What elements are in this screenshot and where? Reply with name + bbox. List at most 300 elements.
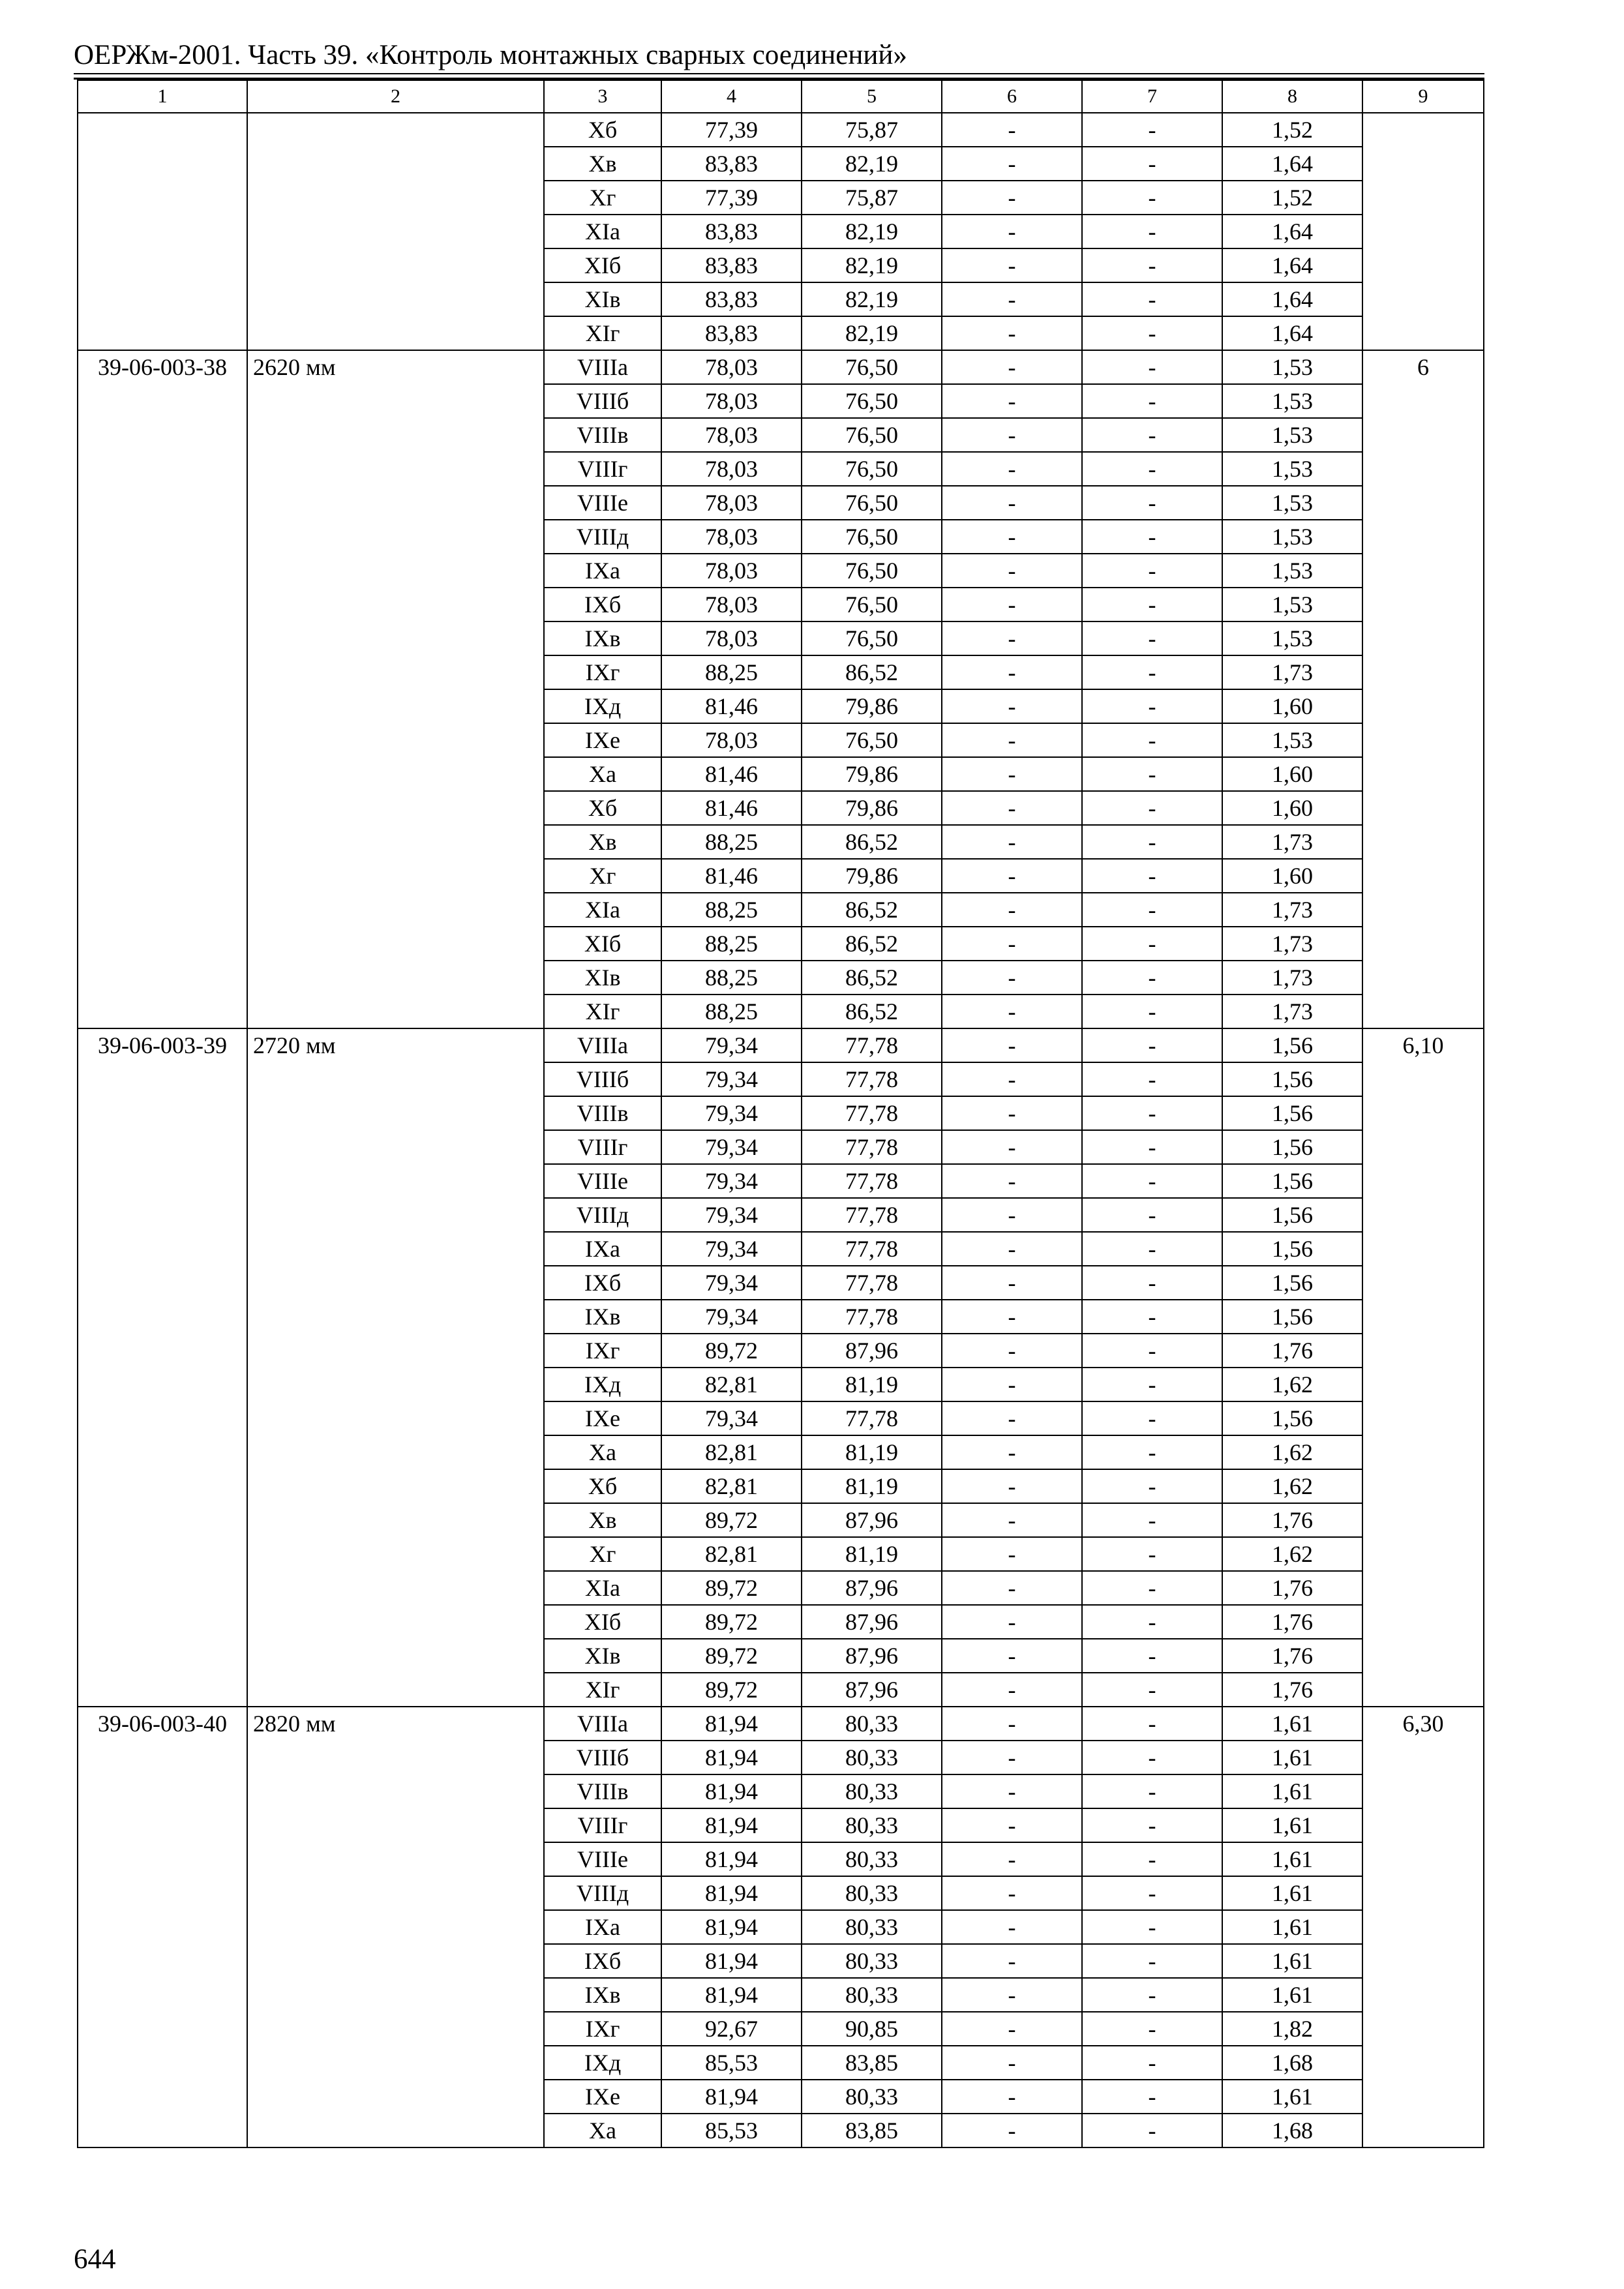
value-col5-cell: 80,33 — [802, 1808, 942, 1842]
value-col4-cell: 79,34 — [661, 1232, 802, 1266]
value-col8-cell: 1,76 — [1222, 1334, 1362, 1368]
value-col4-cell: 77,39 — [661, 181, 802, 215]
value-col8-cell: 1,61 — [1222, 1876, 1362, 1910]
value-col5-cell: 76,50 — [802, 486, 942, 520]
element-cell: Xг — [544, 859, 661, 893]
element-cell: XIг — [544, 316, 661, 350]
value-col8-cell: 1,82 — [1222, 2012, 1362, 2046]
value-col5-cell: 81,19 — [802, 1368, 942, 1401]
value-col6-cell: - — [942, 1910, 1082, 1944]
note-cell: 6,10 — [1362, 1028, 1484, 1707]
element-cell: VIIIб — [544, 384, 661, 418]
value-col6-cell: - — [942, 1503, 1082, 1537]
value-col7-cell: - — [1082, 1537, 1222, 1571]
element-cell: Xа — [544, 757, 661, 791]
element-cell: Xб — [544, 1469, 661, 1503]
value-col7-cell: - — [1082, 1707, 1222, 1741]
note-cell: 6 — [1362, 350, 1484, 1028]
value-col4-cell: 78,03 — [661, 486, 802, 520]
value-col7-cell: - — [1082, 1232, 1222, 1266]
table-row — [78, 113, 1484, 147]
value-col6-cell: - — [942, 1842, 1082, 1876]
value-col8-cell: 1,60 — [1222, 689, 1362, 723]
value-col6-cell: - — [942, 1096, 1082, 1130]
value-col5-cell: 75,87 — [802, 113, 942, 147]
value-col6-cell: - — [942, 181, 1082, 215]
value-col6-cell: - — [942, 147, 1082, 181]
value-col5-cell: 76,50 — [802, 384, 942, 418]
value-col7-cell: - — [1082, 2114, 1222, 2147]
element-cell: Xв — [544, 1503, 661, 1537]
value-col7-cell: - — [1082, 1673, 1222, 1707]
value-col8-cell: 1,64 — [1222, 215, 1362, 248]
diameter-cell — [247, 113, 544, 350]
value-col6-cell: - — [942, 350, 1082, 384]
value-col7-cell: - — [1082, 723, 1222, 757]
value-col5-cell: 87,96 — [802, 1673, 942, 1707]
value-col4-cell: 89,72 — [661, 1673, 802, 1707]
value-col6-cell: - — [942, 1130, 1082, 1164]
value-col4-cell: 81,94 — [661, 1876, 802, 1910]
value-col4-cell: 85,53 — [661, 2046, 802, 2080]
value-col6-cell: - — [942, 995, 1082, 1028]
value-col5-cell: 76,50 — [802, 418, 942, 452]
value-col6-cell: - — [942, 1741, 1082, 1774]
rate-code-cell: 39-06-003-39 — [78, 1028, 247, 1707]
value-col5-cell: 87,96 — [802, 1639, 942, 1673]
rate-code-cell: 39-06-003-40 — [78, 1707, 247, 2147]
value-col5-cell: 75,87 — [802, 181, 942, 215]
value-col4-cell: 78,03 — [661, 723, 802, 757]
value-col6-cell: - — [942, 215, 1082, 248]
value-col4-cell: 88,25 — [661, 893, 802, 927]
value-col7-cell: - — [1082, 1571, 1222, 1605]
value-col8-cell: 1,64 — [1222, 282, 1362, 316]
value-col5-cell: 79,86 — [802, 757, 942, 791]
value-col6-cell: - — [942, 1537, 1082, 1571]
value-col8-cell: 1,61 — [1222, 1978, 1362, 2012]
value-col8-cell: 1,62 — [1222, 1537, 1362, 1571]
value-col6-cell: - — [942, 893, 1082, 927]
value-col4-cell: 78,03 — [661, 520, 802, 554]
value-col5-cell: 81,19 — [802, 1435, 942, 1469]
value-col5-cell: 86,52 — [802, 893, 942, 927]
column-number-cell: 6 — [942, 80, 1082, 113]
value-col7-cell: - — [1082, 1842, 1222, 1876]
column-number-cell: 7 — [1082, 80, 1222, 113]
value-col4-cell: 78,03 — [661, 350, 802, 384]
value-col4-cell: 81,46 — [661, 757, 802, 791]
value-col8-cell: 1,53 — [1222, 588, 1362, 621]
value-col7-cell: - — [1082, 1774, 1222, 1808]
value-col6-cell: - — [942, 1707, 1082, 1741]
element-cell: IXг — [544, 1334, 661, 1368]
value-col4-cell: 83,83 — [661, 282, 802, 316]
value-col7-cell: - — [1082, 350, 1222, 384]
value-col6-cell: - — [942, 384, 1082, 418]
value-col8-cell: 1,61 — [1222, 1944, 1362, 1978]
value-col8-cell: 1,56 — [1222, 1028, 1362, 1062]
element-cell: Xг — [544, 1537, 661, 1571]
value-col6-cell: - — [942, 1571, 1082, 1605]
value-col8-cell: 1,53 — [1222, 723, 1362, 757]
value-col7-cell: - — [1082, 520, 1222, 554]
value-col5-cell: 80,33 — [802, 1707, 942, 1741]
value-col5-cell: 80,33 — [802, 1978, 942, 2012]
value-col5-cell: 80,33 — [802, 1741, 942, 1774]
value-col5-cell: 77,78 — [802, 1198, 942, 1232]
value-col7-cell: - — [1082, 1300, 1222, 1334]
value-col4-cell: 79,34 — [661, 1300, 802, 1334]
value-col6-cell: - — [942, 248, 1082, 282]
rate-code-cell: 39-06-003-38 — [78, 350, 247, 1028]
element-cell: VIIIб — [544, 1062, 661, 1096]
value-col6-cell: - — [942, 1198, 1082, 1232]
element-cell: Xв — [544, 825, 661, 859]
page-header: ОЕРЖм-2001. Часть 39. «Контроль монтажных сварных соединений» — [74, 40, 907, 70]
value-col5-cell: 86,52 — [802, 825, 942, 859]
value-col8-cell: 1,62 — [1222, 1435, 1362, 1469]
value-col6-cell: - — [942, 1300, 1082, 1334]
element-cell: VIIIе — [544, 1164, 661, 1198]
value-col8-cell: 1,56 — [1222, 1130, 1362, 1164]
value-col8-cell: 1,60 — [1222, 859, 1362, 893]
value-col7-cell: - — [1082, 1978, 1222, 2012]
element-cell: Xб — [544, 791, 661, 825]
value-col6-cell: - — [942, 1774, 1082, 1808]
value-col5-cell: 77,78 — [802, 1232, 942, 1266]
element-cell: VIIIе — [544, 1842, 661, 1876]
value-col6-cell: - — [942, 1978, 1082, 2012]
value-col5-cell: 76,50 — [802, 621, 942, 655]
table-row — [78, 1028, 1484, 1062]
value-col4-cell: 81,94 — [661, 1774, 802, 1808]
element-cell: IXе — [544, 2080, 661, 2114]
value-col5-cell: 87,96 — [802, 1503, 942, 1537]
value-col7-cell: - — [1082, 1944, 1222, 1978]
element-cell: VIIIв — [544, 418, 661, 452]
value-col5-cell: 77,78 — [802, 1028, 942, 1062]
value-col6-cell: - — [942, 757, 1082, 791]
value-col4-cell: 78,03 — [661, 621, 802, 655]
element-cell: IXб — [544, 588, 661, 621]
value-col4-cell: 81,94 — [661, 1944, 802, 1978]
element-cell: IXв — [544, 1978, 661, 2012]
value-col6-cell: - — [942, 1876, 1082, 1910]
column-number-cell: 9 — [1362, 80, 1484, 113]
value-col7-cell: - — [1082, 1605, 1222, 1639]
value-col7-cell: - — [1082, 215, 1222, 248]
value-col4-cell: 83,83 — [661, 316, 802, 350]
value-col7-cell: - — [1082, 1503, 1222, 1537]
value-col4-cell: 81,94 — [661, 1842, 802, 1876]
element-cell: IXг — [544, 655, 661, 689]
element-cell: XIа — [544, 893, 661, 927]
value-col7-cell: - — [1082, 1334, 1222, 1368]
value-col8-cell: 1,56 — [1222, 1266, 1362, 1300]
table-row — [78, 350, 1484, 384]
value-col8-cell: 1,53 — [1222, 350, 1362, 384]
value-col6-cell: - — [942, 452, 1082, 486]
element-cell: VIIIа — [544, 1707, 661, 1741]
value-col6-cell: - — [942, 113, 1082, 147]
value-col6-cell: - — [942, 1673, 1082, 1707]
value-col8-cell: 1,61 — [1222, 1910, 1362, 1944]
value-col4-cell: 85,53 — [661, 2114, 802, 2147]
value-col5-cell: 81,19 — [802, 1469, 942, 1503]
value-col6-cell: - — [942, 621, 1082, 655]
element-cell: Xг — [544, 181, 661, 215]
value-col4-cell: 92,67 — [661, 2012, 802, 2046]
value-col7-cell: - — [1082, 1639, 1222, 1673]
value-col8-cell: 1,68 — [1222, 2114, 1362, 2147]
value-col6-cell: - — [942, 961, 1082, 995]
value-col4-cell: 81,46 — [661, 689, 802, 723]
value-col4-cell: 78,03 — [661, 418, 802, 452]
value-col5-cell: 77,78 — [802, 1096, 942, 1130]
value-col7-cell: - — [1082, 1469, 1222, 1503]
value-col5-cell: 80,33 — [802, 1842, 942, 1876]
value-col8-cell: 1,64 — [1222, 316, 1362, 350]
value-col6-cell: - — [942, 723, 1082, 757]
value-col7-cell: - — [1082, 825, 1222, 859]
value-col6-cell: - — [942, 316, 1082, 350]
element-cell: VIIIа — [544, 350, 661, 384]
value-col5-cell: 82,19 — [802, 147, 942, 181]
value-col6-cell: - — [942, 2046, 1082, 2080]
value-col5-cell: 79,86 — [802, 791, 942, 825]
value-col4-cell: 89,72 — [661, 1571, 802, 1605]
value-col7-cell: - — [1082, 113, 1222, 147]
value-col7-cell: - — [1082, 588, 1222, 621]
value-col5-cell: 79,86 — [802, 689, 942, 723]
element-cell: IXа — [544, 1232, 661, 1266]
value-col7-cell: - — [1082, 995, 1222, 1028]
value-col5-cell: 77,78 — [802, 1062, 942, 1096]
value-col5-cell: 77,78 — [802, 1130, 942, 1164]
element-cell: VIIIд — [544, 1876, 661, 1910]
value-col7-cell: - — [1082, 418, 1222, 452]
value-col6-cell: - — [942, 1266, 1082, 1300]
value-col8-cell: 1,73 — [1222, 893, 1362, 927]
element-cell: IXд — [544, 1368, 661, 1401]
header-rule-thin — [74, 73, 1484, 74]
element-cell: VIIIг — [544, 1130, 661, 1164]
element-cell: Xв — [544, 147, 661, 181]
value-col4-cell: 79,34 — [661, 1028, 802, 1062]
element-cell: IXв — [544, 621, 661, 655]
page-number: 644 — [74, 2244, 116, 2275]
value-col4-cell: 81,94 — [661, 1910, 802, 1944]
element-cell: XIб — [544, 248, 661, 282]
value-col8-cell: 1,64 — [1222, 147, 1362, 181]
value-col4-cell: 89,72 — [661, 1503, 802, 1537]
value-col4-cell: 78,03 — [661, 588, 802, 621]
value-col4-cell: 89,72 — [661, 1334, 802, 1368]
value-col4-cell: 88,25 — [661, 961, 802, 995]
value-col7-cell: - — [1082, 1130, 1222, 1164]
value-col7-cell: - — [1082, 621, 1222, 655]
column-number-cell: 4 — [661, 80, 802, 113]
value-col6-cell: - — [942, 655, 1082, 689]
value-col6-cell: - — [942, 2012, 1082, 2046]
value-col4-cell: 82,81 — [661, 1469, 802, 1503]
value-col8-cell: 1,73 — [1222, 961, 1362, 995]
value-col5-cell: 82,19 — [802, 282, 942, 316]
value-col6-cell: - — [942, 1334, 1082, 1368]
value-col4-cell: 89,72 — [661, 1639, 802, 1673]
value-col4-cell: 88,25 — [661, 825, 802, 859]
diameter-cell: 2620 мм — [247, 350, 544, 1028]
element-cell: XIб — [544, 927, 661, 961]
value-col5-cell: 80,33 — [802, 1774, 942, 1808]
value-col6-cell: - — [942, 1605, 1082, 1639]
column-number-cell: 5 — [802, 80, 942, 113]
value-col8-cell: 1,61 — [1222, 1707, 1362, 1741]
element-cell: XIа — [544, 215, 661, 248]
value-col6-cell: - — [942, 2080, 1082, 2114]
value-col4-cell: 83,83 — [661, 215, 802, 248]
value-col7-cell: - — [1082, 1198, 1222, 1232]
value-col4-cell: 88,25 — [661, 655, 802, 689]
column-number-cell: 2 — [247, 80, 544, 113]
element-cell: XIв — [544, 1639, 661, 1673]
value-col6-cell: - — [942, 791, 1082, 825]
value-col4-cell: 77,39 — [661, 113, 802, 147]
diameter-cell: 2720 мм — [247, 1028, 544, 1707]
value-col7-cell: - — [1082, 2012, 1222, 2046]
value-col5-cell: 76,50 — [802, 588, 942, 621]
value-col8-cell: 1,53 — [1222, 418, 1362, 452]
value-col7-cell: - — [1082, 1876, 1222, 1910]
value-col8-cell: 1,73 — [1222, 995, 1362, 1028]
value-col8-cell: 1,60 — [1222, 791, 1362, 825]
value-col6-cell: - — [942, 689, 1082, 723]
element-cell: VIIIв — [544, 1774, 661, 1808]
value-col8-cell: 1,73 — [1222, 825, 1362, 859]
value-col6-cell: - — [942, 1469, 1082, 1503]
value-col8-cell: 1,56 — [1222, 1198, 1362, 1232]
element-cell: IXе — [544, 723, 661, 757]
value-col4-cell: 79,34 — [661, 1401, 802, 1435]
value-col8-cell: 1,60 — [1222, 757, 1362, 791]
element-cell: XIб — [544, 1605, 661, 1639]
value-col7-cell: - — [1082, 1435, 1222, 1469]
value-col7-cell: - — [1082, 147, 1222, 181]
element-cell: VIIIв — [544, 1096, 661, 1130]
element-cell: VIIIб — [544, 1741, 661, 1774]
value-col6-cell: - — [942, 927, 1082, 961]
element-cell: XIг — [544, 1673, 661, 1707]
value-col4-cell: 79,34 — [661, 1130, 802, 1164]
value-col5-cell: 76,50 — [802, 520, 942, 554]
value-col7-cell: - — [1082, 1401, 1222, 1435]
value-col5-cell: 76,50 — [802, 350, 942, 384]
value-col4-cell: 81,94 — [661, 2080, 802, 2114]
value-col4-cell: 82,81 — [661, 1435, 802, 1469]
value-col4-cell: 81,94 — [661, 1741, 802, 1774]
element-cell: VIIIд — [544, 1198, 661, 1232]
value-col7-cell: - — [1082, 961, 1222, 995]
value-col7-cell: - — [1082, 1266, 1222, 1300]
element-cell: XIв — [544, 282, 661, 316]
value-col8-cell: 1,52 — [1222, 181, 1362, 215]
value-col5-cell: 76,50 — [802, 723, 942, 757]
value-col7-cell: - — [1082, 554, 1222, 588]
value-col7-cell: - — [1082, 1741, 1222, 1774]
value-col5-cell: 87,96 — [802, 1605, 942, 1639]
value-col7-cell: - — [1082, 316, 1222, 350]
value-col5-cell: 86,52 — [802, 995, 942, 1028]
value-col7-cell: - — [1082, 757, 1222, 791]
value-col4-cell: 81,94 — [661, 1978, 802, 2012]
value-col8-cell: 1,61 — [1222, 1842, 1362, 1876]
value-col5-cell: 86,52 — [802, 961, 942, 995]
table-row — [78, 1707, 1484, 1741]
value-col5-cell: 86,52 — [802, 655, 942, 689]
value-col8-cell: 1,53 — [1222, 452, 1362, 486]
value-col8-cell: 1,73 — [1222, 655, 1362, 689]
value-col7-cell: - — [1082, 1910, 1222, 1944]
value-col4-cell: 82,81 — [661, 1537, 802, 1571]
value-col5-cell: 87,96 — [802, 1334, 942, 1368]
value-col7-cell: - — [1082, 248, 1222, 282]
value-col5-cell: 77,78 — [802, 1266, 942, 1300]
rate-code-cell — [78, 113, 247, 350]
value-col7-cell: - — [1082, 452, 1222, 486]
value-col5-cell: 90,85 — [802, 2012, 942, 2046]
value-col7-cell: - — [1082, 486, 1222, 520]
value-col4-cell: 78,03 — [661, 554, 802, 588]
value-col4-cell: 81,94 — [661, 1808, 802, 1842]
value-col4-cell: 81,46 — [661, 859, 802, 893]
element-cell: IXа — [544, 1910, 661, 1944]
element-cell: VIIIд — [544, 520, 661, 554]
value-col6-cell: - — [942, 1401, 1082, 1435]
column-number-cell: 1 — [78, 80, 247, 113]
note-cell — [1362, 113, 1484, 350]
element-cell: IXа — [544, 554, 661, 588]
value-col6-cell: - — [942, 1435, 1082, 1469]
value-col4-cell: 81,94 — [661, 1707, 802, 1741]
value-col8-cell: 1,76 — [1222, 1571, 1362, 1605]
element-cell: VIIIе — [544, 486, 661, 520]
value-col8-cell: 1,53 — [1222, 554, 1362, 588]
value-col8-cell: 1,53 — [1222, 384, 1362, 418]
element-cell: IXв — [544, 1300, 661, 1334]
value-col8-cell: 1,76 — [1222, 1673, 1362, 1707]
element-cell: IXд — [544, 2046, 661, 2080]
value-col7-cell: - — [1082, 689, 1222, 723]
value-col6-cell: - — [942, 554, 1082, 588]
value-col6-cell: - — [942, 2114, 1082, 2147]
value-col8-cell: 1,64 — [1222, 248, 1362, 282]
value-col7-cell: - — [1082, 2046, 1222, 2080]
value-col4-cell: 83,83 — [661, 248, 802, 282]
element-cell: Xа — [544, 1435, 661, 1469]
value-col4-cell: 82,81 — [661, 1368, 802, 1401]
value-col5-cell: 80,33 — [802, 2080, 942, 2114]
value-col8-cell: 1,56 — [1222, 1232, 1362, 1266]
value-col4-cell: 78,03 — [661, 452, 802, 486]
value-col7-cell: - — [1082, 791, 1222, 825]
value-col5-cell: 82,19 — [802, 215, 942, 248]
element-cell: XIа — [544, 1571, 661, 1605]
diameter-cell: 2820 мм — [247, 1707, 544, 2147]
note-cell: 6,30 — [1362, 1707, 1484, 2147]
column-number-cell: 8 — [1222, 80, 1362, 113]
value-col5-cell: 80,33 — [802, 1876, 942, 1910]
